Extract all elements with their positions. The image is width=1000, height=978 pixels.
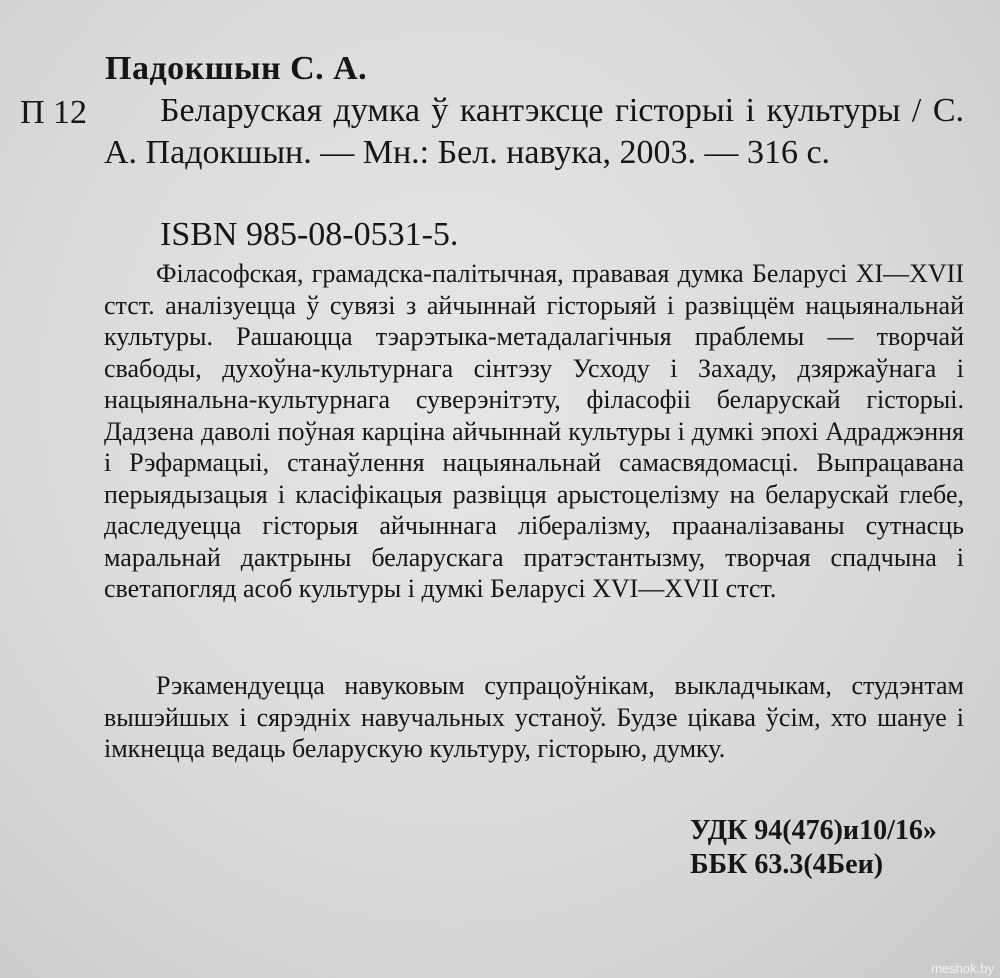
author-heading: Падокшын С. А. — [105, 50, 368, 87]
abstract-paragraph: Філасофская, грамадска-палітычная, прававая думка Беларусі XI—XVII стст. аналізуецца ў сувязі з айчыннай гісторыяй і развіццём нацыянальнай культуры. Рашаюцца тэарэтыка-метадалагічныя праблемы — творчай свабоды, духоўна-культурнага сінтэзу Усходу і Захаду, дзяржаўнага і нацыянальна-культурнага суверэнітэту, філасофіі беларускай гісторыі. Дадзена даволі поўная карціна айчыннай культуры і думкі эпохі Адраджэння і Рэфармацыі, станаўлення нацыянальнай самасвядомасці. Выпрацавана перыядызацыя і класіфікацыя развіцця арыстоцелізму на беларускай глебе, даследуецца гісторыя айчыннага лібералізму, прааналізаваны сутнасць маральнай дактрыны беларускага пратэстантызму, творчая спадчына і светапогляд асоб культуры і думкі Беларусі XVI—XVII стст. — [104, 259, 964, 603]
udk-code: УДК 94(476)и10/16» — [690, 815, 937, 846]
audience-paragraph: Рэкамендуецца навуковым супрацоўнікам, выкладчыкам, студэнтам вышэйшых і сярэдніх навучальных устаноў. Будзе цікава ўсім, хто шануе і імкнецца ведаць беларускую культуру, гісторыю, думку. — [104, 671, 964, 763]
bibliographic-entry: Беларуская думка ў кантэксце гісторыі і культуры / С. А. Падокшын. — Мн.: Бел. навука, 2003. — 316 с. — [104, 92, 964, 171]
catalog-code: П 12 — [20, 94, 88, 131]
watermark: meshok.by — [931, 961, 994, 976]
bbk-code: ББК 63.3(4Беи) — [690, 849, 884, 880]
classification-codes — [690, 814, 937, 882]
isbn: ISBN 985-08-0531-5. — [160, 216, 459, 253]
